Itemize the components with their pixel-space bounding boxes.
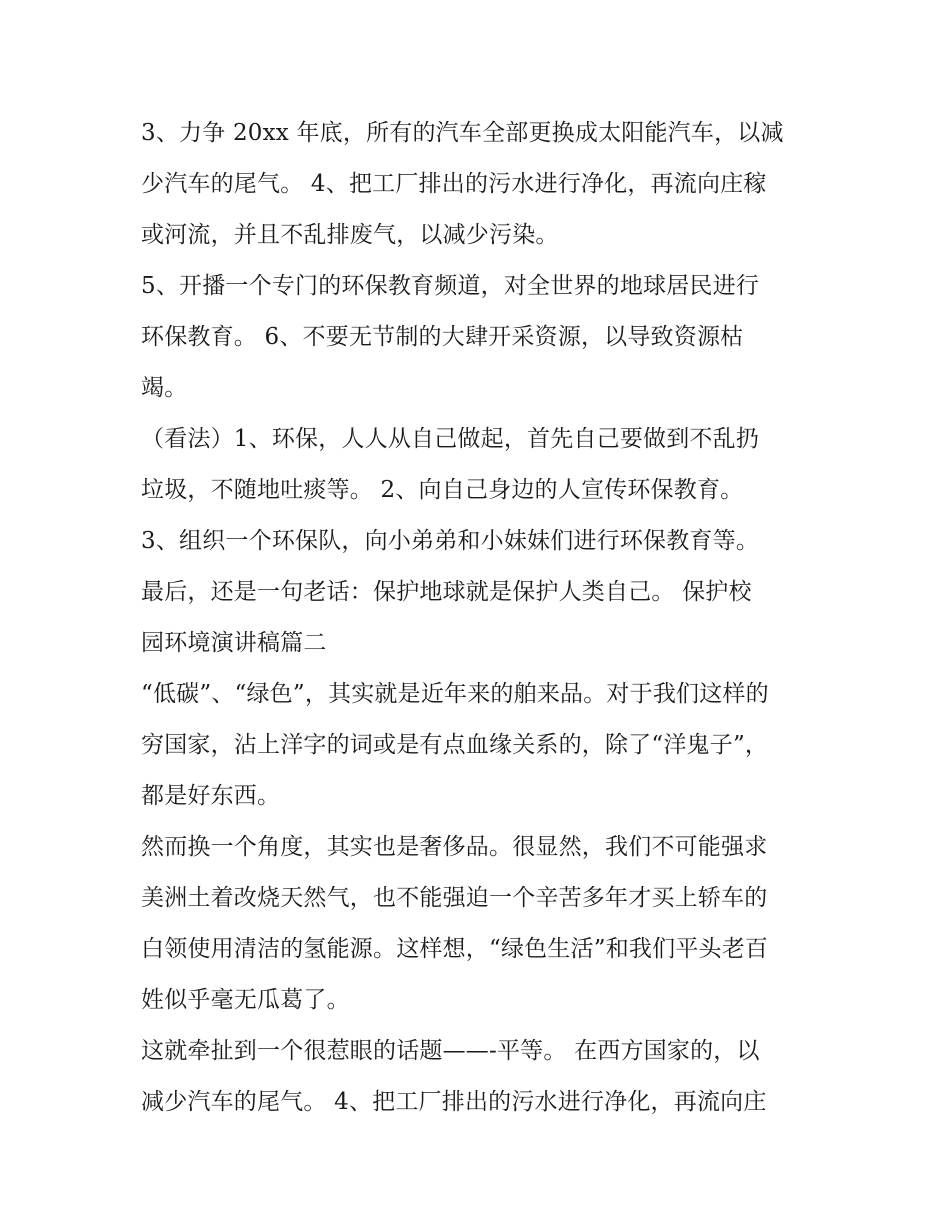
text-line: 穷国家，沾上洋字的词或是有点血缘关系的，除了“洋鬼子”，	[141, 732, 769, 758]
text-line: 这就牵扯到一个很惹眼的话题——-平等。 在西方国家的，以	[141, 1038, 760, 1064]
text-line: 减少汽车的尾气。 4、把工厂排出的污水进行净化，再流向庄	[141, 1089, 767, 1115]
text-line: 环保教育。 6、不要无节制的大肆开采资源，以导致资源枯	[141, 324, 744, 350]
text-line: （看法）1、环保，人人从自己做起，首先自己要做到不乱扔	[141, 426, 760, 452]
text-line: 园环境演讲稿篇二	[141, 630, 327, 656]
text-line: 或河流，并且不乱排废气，以减少污染。	[141, 222, 559, 248]
text-line: 姓似乎毫无瓜葛了。	[141, 987, 350, 1013]
text-line: 5、开播一个专门的环保教育频道，对全世界的地球居民进行	[141, 273, 760, 299]
text-line: 白领使用清洁的氢能源。这样想，“绿色生活”和我们平头老百	[141, 936, 769, 962]
document-body	[141, 108, 821, 1128]
text-line: 3、组织一个环保队，向小弟弟和小妹妹们进行环保教育等。	[141, 528, 760, 554]
text-line: 最后，还是一句老话：保护地球就是保护人类自己。 保护校	[141, 579, 752, 605]
text-line: 竭。	[141, 375, 188, 401]
text-line: 3、力争 20xx 年底，所有的汽车全部更换成太阳能汽车，以减	[141, 120, 784, 146]
text-line: 美洲土着改烧天然气，也不能强迫一个辛苦多年才买上轿车的	[141, 885, 768, 911]
text-line: 少汽车的尾气。 4、把工厂排出的污水进行净化，再流向庄稼	[141, 171, 767, 197]
text-line: 都是好东西。	[141, 783, 281, 809]
text-line: 然而换一个角度，其实也是奢侈品。很显然，我们不可能强求	[141, 834, 768, 860]
text-line: 垃圾，不随地吐痰等。 2、向自己身边的人宣传环保教育。	[141, 477, 744, 503]
text-line: “低碳”、“绿色”，其实就是近年来的舶来品。对于我们这样的	[141, 681, 769, 707]
